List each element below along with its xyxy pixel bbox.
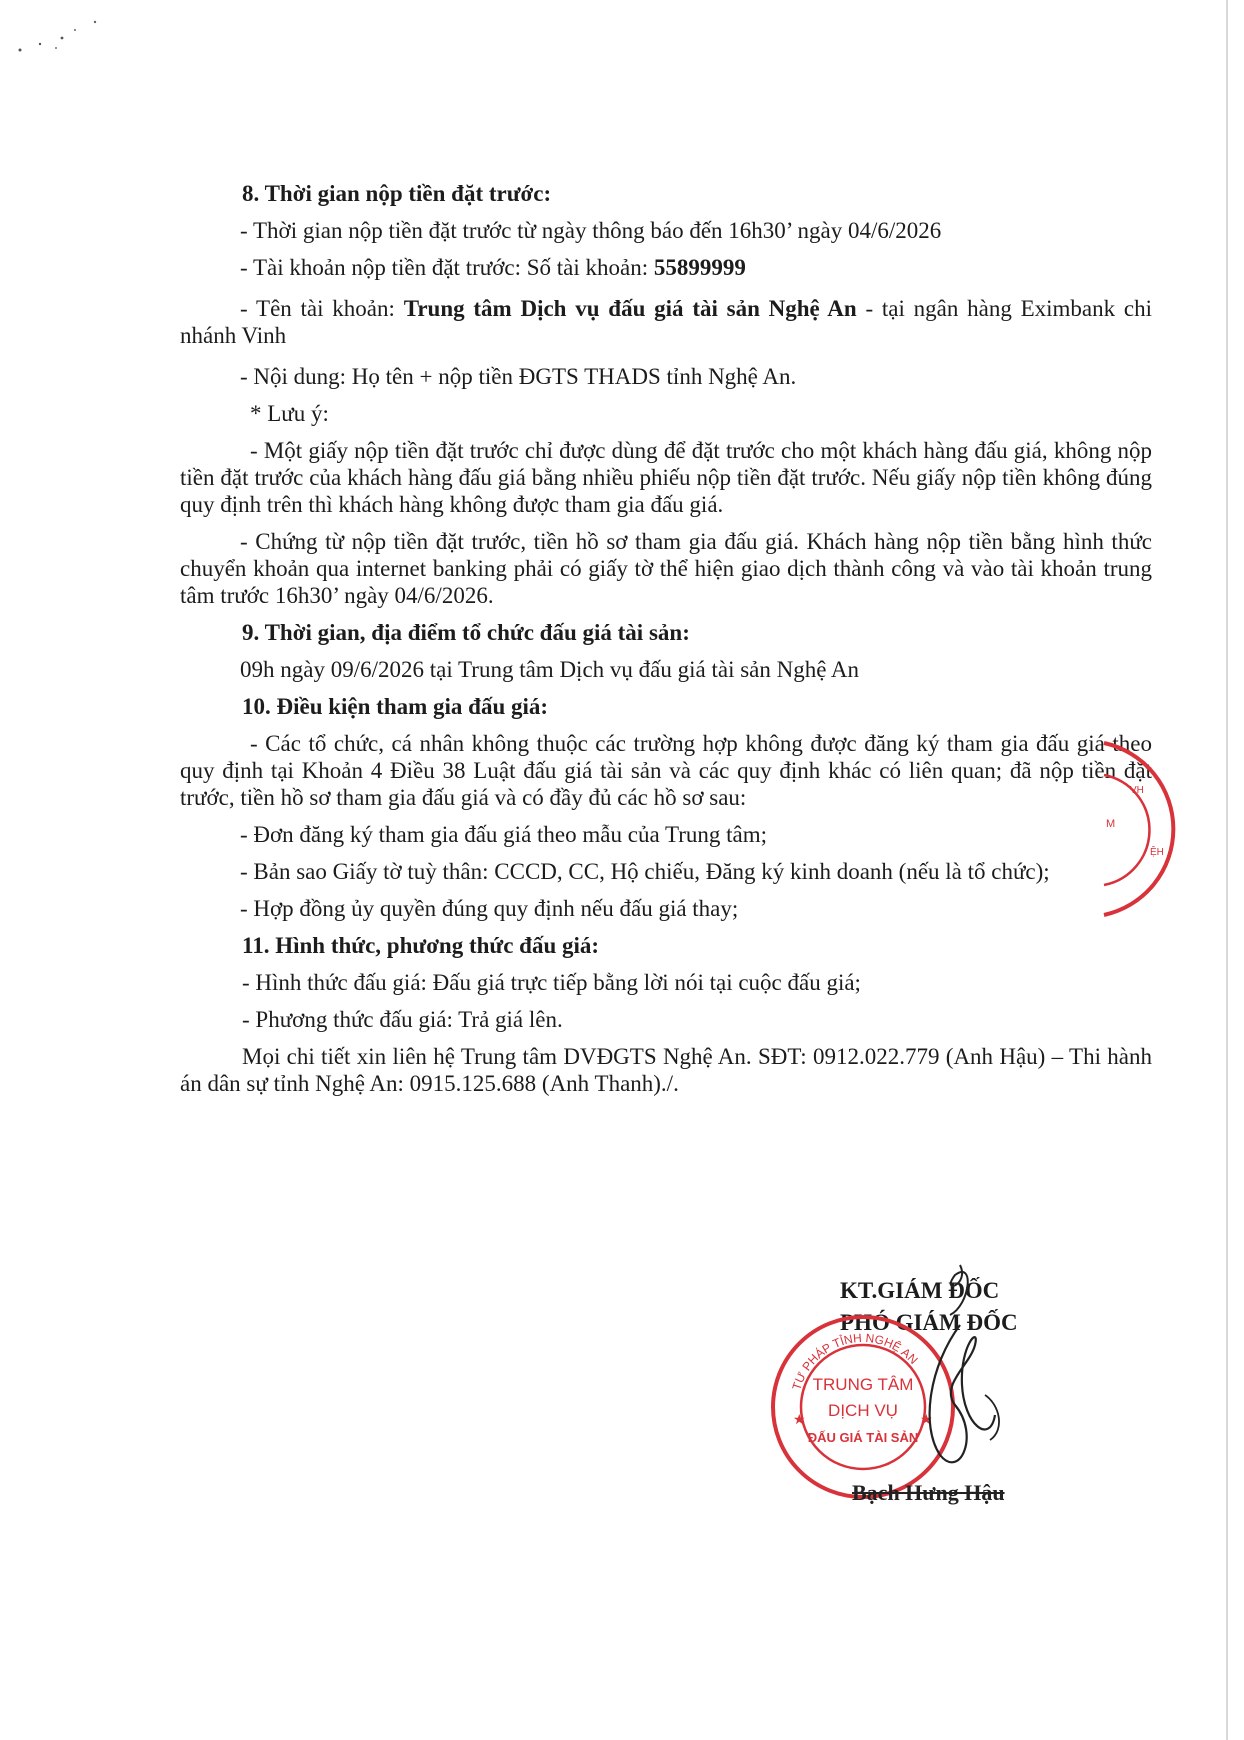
svg-text:★: ★ — [793, 1411, 806, 1427]
note-1: - Một giấy nộp tiền đặt trước chỉ được dùng để đặt trước cho một khách hàng đấu giá, không nộp tiền đặt trước của khách hàng đấu giá bằng nhiều phiếu nộp tiền đặt trước. Nếu giấy nộp tiền không đúng quy định trên thì khách hàng không được tham gia đấu giá. — [180, 438, 1152, 517]
handwritten-signature — [900, 1255, 1020, 1480]
scan-specks — [0, 0, 120, 60]
svg-text:ỆH: ỆH — [1150, 847, 1164, 858]
auction-form: - Hình thức đấu giá: Đấu giá trực tiếp bằng lời nói tại cuộc đấu giá; — [242, 970, 861, 995]
account-name: Trung tâm Dịch vụ đấu giá tài sản Nghệ An — [403, 296, 857, 321]
document-body — [180, 180, 1152, 1097]
section-11-heading: 11. Hình thức, phương thức đấu giá: — [242, 933, 600, 958]
page-seal-fragment — [1100, 735, 1180, 925]
signer-name: Bạch Hưng Hậu — [852, 1480, 1005, 1505]
condition-item-2: - Bản sao Giấy tờ tuỳ thân: CCCD, CC, Hộ chiếu, Đăng ký kinh doanh (nếu là tổ chức); — [240, 859, 1050, 884]
section-9-heading: 9. Thời gian, địa điểm tổ chức đấu giá tài sản: — [242, 620, 690, 645]
account-name-suffix: - tại ngân hàng Eximbank chi nhánh Vinh — [180, 296, 1153, 348]
signature-title-1: KT.GIÁM ĐỐC — [840, 1278, 1000, 1303]
condition-item-3: - Hợp đồng ủy quyền đúng quy định nếu đấu giá thay; — [240, 896, 739, 921]
section-10-heading: 10. Điều kiện tham gia đấu giá: — [242, 694, 549, 719]
conditions-paragraph: - Các tổ chức, cá nhân không thuộc các trường hợp không được đăng ký tham gia đấu giá theo quy định tại Khoản 4 Điều 38 Luật đấu giá tài sản và các quy định khác có liên quan; đã nộp tiền đặt trước, tiền hồ sơ tham gia đấu giá và có đầy đủ các hồ sơ sau: — [180, 731, 1152, 810]
account-name-prefix: - Tên tài khoản: — [240, 296, 404, 321]
section-8-heading: 8. Thời gian nộp tiền đặt trước: — [242, 181, 552, 206]
condition-item-1: - Đơn đăng ký tham gia đấu giá theo mẫu của Trung tâm; — [240, 822, 768, 847]
note-label: * Lưu ý: — [250, 401, 329, 426]
account-name-line — [180, 295, 1152, 349]
note-2: - Chứng từ nộp tiền đặt trước, tiền hồ sơ tham gia đấu giá. Khách hàng nộp tiền bằng hình thức chuyển khoản qua internet banking phải có giấy tờ thể hiện giao dịch thành công và vào tài khoản trung tâm trước 16h30’ ngày 04/6/2026. — [180, 529, 1152, 608]
auction-time-place: 09h ngày 09/6/2026 tại Trung tâm Dịch vụ đấu giá tài sản Nghệ An — [240, 657, 860, 682]
stamp-ring-text: TƯ PHÁP TỈNH NGHỆ AN — [789, 1330, 921, 1392]
account-prefix: - Tài khoản nộp tiền đặt trước: Số tài khoản: — [240, 255, 654, 280]
deposit-time-line: - Thời gian nộp tiền đặt trước từ ngày thông báo đến 16h30’ ngày 04/6/2026 — [240, 218, 942, 243]
account-number: 55899999 — [653, 255, 746, 280]
svg-text:VH: VH — [1130, 785, 1144, 796]
svg-text:M: M — [1106, 818, 1116, 830]
contact-info: Mọi chi tiết xin liên hệ Trung tâm DVĐGTS Nghệ An. SĐT: 0912.022.779 (Anh Hậu) – Thi hành án dân sự tỉnh Nghệ An: 0915.125.688 (Anh Thanh)./. — [180, 1044, 1152, 1096]
page-edge — [1226, 0, 1228, 1740]
auction-method: - Phương thức đấu giá: Trả giá lên. — [242, 1007, 563, 1032]
stamp-line-2: DỊCH VỤ — [828, 1401, 898, 1420]
stamp-line-1: TRUNG TÂM — [812, 1375, 914, 1394]
deposit-content-line: - Nội dung: Họ tên + nộp tiền ĐGTS THADS tỉnh Nghệ An. — [240, 364, 797, 389]
deposit-account-line — [180, 254, 1152, 281]
signature-title-2: PHÓ GIÁM ĐỐC — [840, 1310, 1018, 1335]
svg-text:★: ★ — [920, 1411, 933, 1427]
stamp-line-3: ĐẤU GIÁ TÀI SẢN — [807, 1430, 919, 1445]
